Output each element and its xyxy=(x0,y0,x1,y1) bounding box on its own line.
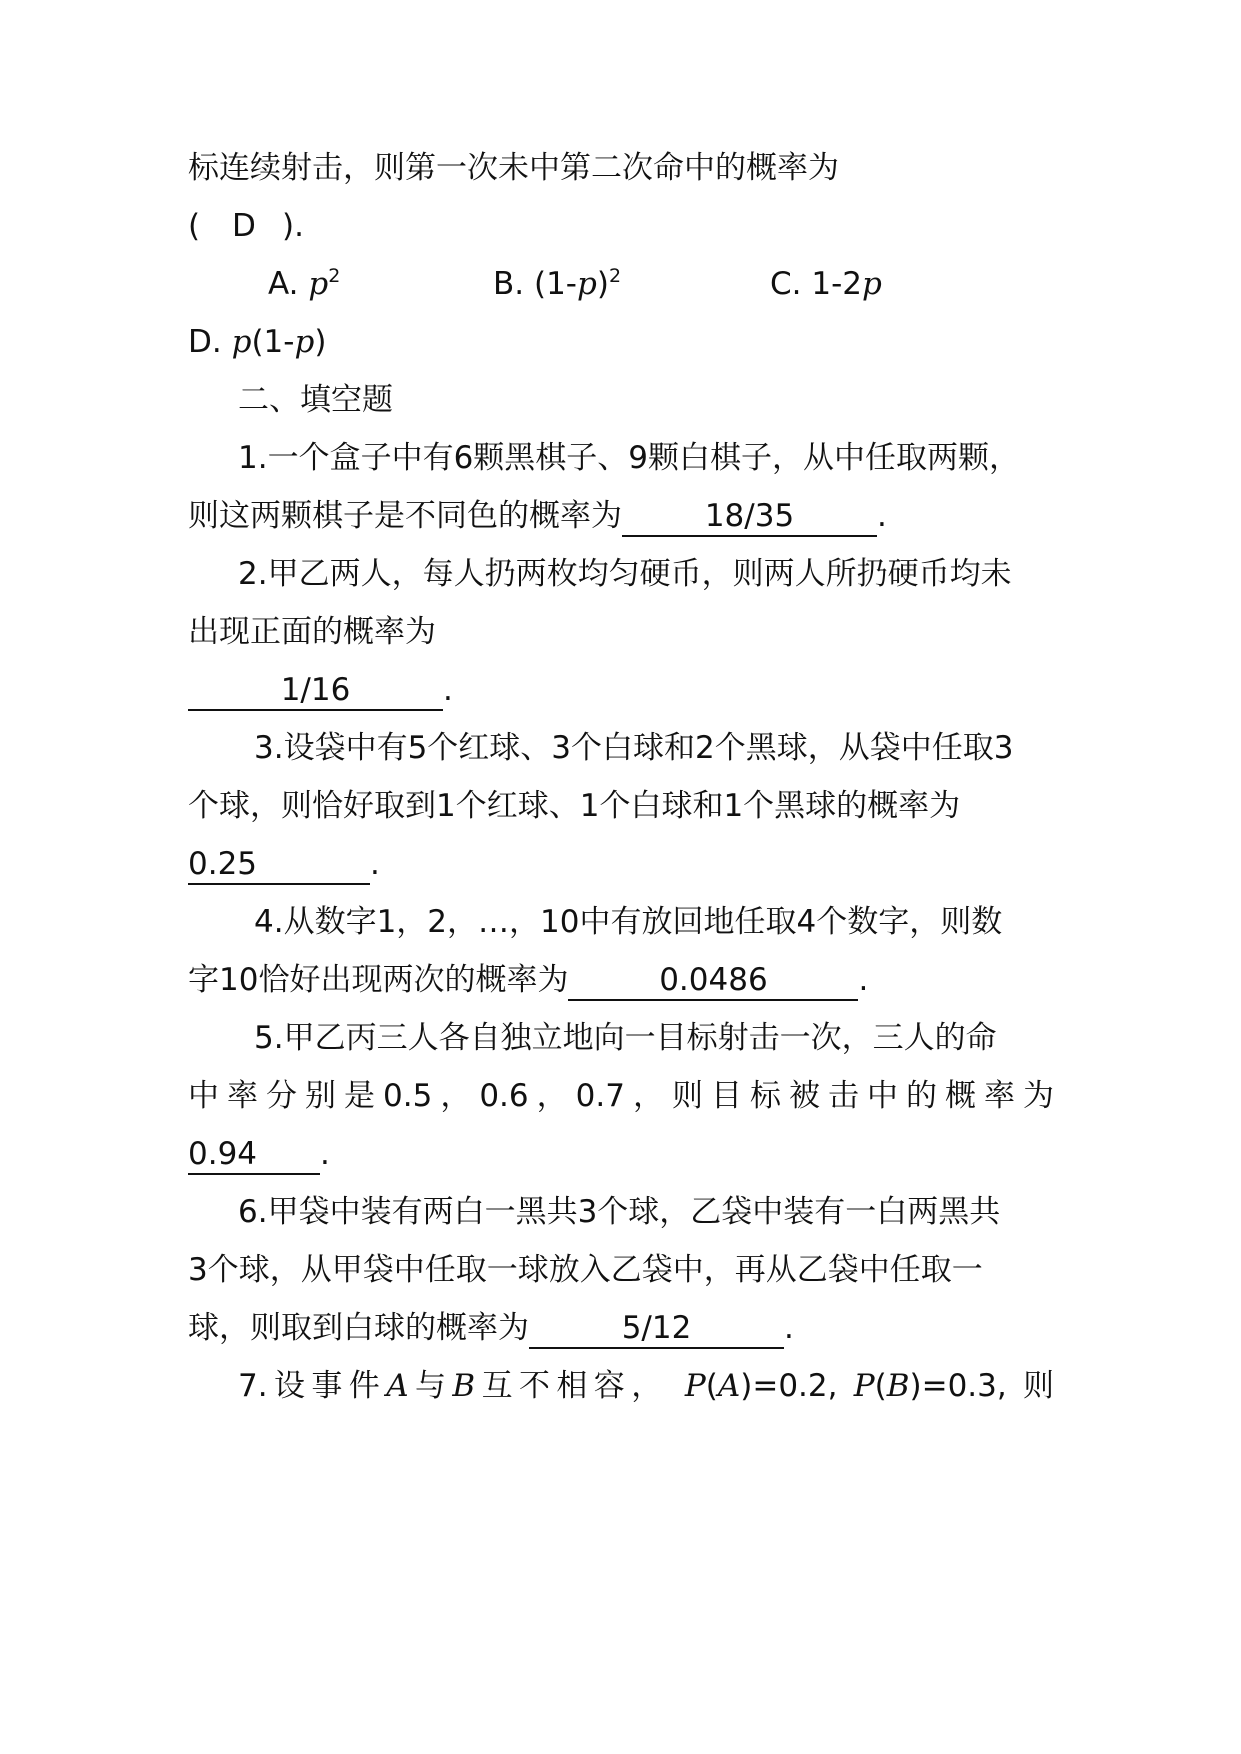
q7-pb-p: P xyxy=(853,1368,875,1404)
q5-answer-blank: 0.94 xyxy=(188,1135,320,1175)
q7-mid-1: 与 xyxy=(408,1368,453,1404)
q3-line-1: 3.设袋中有5个红球、3个白球和2个黑球，从袋中任取3 xyxy=(254,730,1014,766)
choice-b-close: ) xyxy=(596,266,609,302)
answer-value: D xyxy=(232,208,256,244)
q7-pa-close: )=0.2, xyxy=(740,1368,838,1404)
q7-pa-open: ( xyxy=(705,1368,718,1404)
q5-end: . xyxy=(320,1136,330,1172)
q5-answer-line xyxy=(188,1134,330,1175)
q1-line-2 xyxy=(188,496,887,537)
choice-b-variable: p xyxy=(576,266,597,302)
choice-b-exponent: 2 xyxy=(608,265,622,287)
q7-prefix: 7.设事件 xyxy=(238,1368,387,1404)
q7-suffix: 则 xyxy=(1023,1368,1054,1404)
q5-line-2: 中率分别是0.5，0.6，0.7，则目标被击中的概率为 xyxy=(188,1078,1054,1114)
q4-line-1: 4.从数字1，2，…，10中有放回地任取4个数字，则数 xyxy=(254,904,1003,940)
q2-line-2: 出现正面的概率为 xyxy=(188,614,436,650)
answer-close-paren: ). xyxy=(282,208,304,244)
q2-answer-line xyxy=(188,670,453,711)
answer-open-paren: ( xyxy=(188,208,201,244)
choice-b-label: B. (1- xyxy=(493,266,577,302)
q6-line-3 xyxy=(188,1308,794,1349)
q7-var-a: A xyxy=(386,1368,409,1404)
choice-d-variable-2: p xyxy=(294,324,315,360)
q2-line-1: 2.甲乙两人，每人扔两枚均匀硬币，则两人所扔硬币均未 xyxy=(238,556,1012,592)
q1-end: . xyxy=(877,498,887,534)
q1-answer-blank: 18/35 xyxy=(622,497,877,537)
q5-line-1: 5.甲乙丙三人各自独立地向一目标射击一次，三人的命 xyxy=(254,1020,997,1056)
choice-d-variable-1: p xyxy=(231,324,252,360)
choice-a xyxy=(268,264,340,304)
choice-b xyxy=(493,264,621,304)
q7-var-b: B xyxy=(452,1368,476,1404)
q6-line-1: 6.甲袋中装有两白一黑共3个球，乙袋中装有一白两黑共 xyxy=(238,1194,1001,1230)
q7-mid-2: 互不相容， xyxy=(475,1368,669,1404)
choice-a-label: A. xyxy=(268,266,299,302)
choice-c-variable: p xyxy=(862,266,882,302)
q2-end: . xyxy=(443,672,453,708)
q7-pb-open: ( xyxy=(874,1368,887,1404)
choice-d-middle: (1- xyxy=(251,324,295,360)
q4-line-2 xyxy=(188,960,868,1001)
choice-d-label: D. xyxy=(188,324,222,360)
q7-line-1 xyxy=(238,1366,1054,1406)
choice-c-label: C. 1-2 xyxy=(770,266,862,302)
q7-pa-p: P xyxy=(684,1368,706,1404)
q6-line-2: 3个球，从甲袋中任取一球放入乙袋中，再从乙袋中任取一 xyxy=(188,1252,983,1288)
q7-pb-close: )=0.3, xyxy=(909,1368,1007,1404)
section-title: 二、填空题 xyxy=(238,382,393,418)
q4-answer-blank: 0.0486 xyxy=(568,961,858,1001)
q4-end: . xyxy=(858,962,869,998)
q6-prompt: 球，则取到白球的概率为 xyxy=(188,1310,529,1346)
q6-end: . xyxy=(784,1310,794,1346)
q1-prompt: 则这两颗棋子是不同色的概率为 xyxy=(188,498,622,534)
q1-line-1: 1.一个盒子中有6颗黑棋子、9颗白棋子，从中任取两颗， xyxy=(238,440,1021,476)
q7-pb-var: B xyxy=(886,1368,910,1404)
q6-answer-blank: 5/12 xyxy=(529,1309,784,1349)
q3-line-2: 个球，则恰好取到1个红球、1个白球和1个黑球的概率为 xyxy=(188,788,961,824)
choice-a-exponent: 2 xyxy=(328,265,341,287)
question-continuation-text: 标连续射击，则第一次未中第二次命中的概率为 xyxy=(188,150,839,186)
choice-d-close: ) xyxy=(314,324,327,360)
q3-answer-line xyxy=(188,844,380,885)
q7-pa-var: A xyxy=(717,1368,741,1404)
q4-prompt: 字10恰好出现两次的概率为 xyxy=(188,962,569,998)
choice-a-variable: p xyxy=(308,266,329,302)
choice-d xyxy=(188,322,326,362)
choice-c xyxy=(770,264,882,304)
q3-end: . xyxy=(370,846,380,882)
q2-answer-blank: 1/16 xyxy=(188,671,443,711)
q3-answer-blank: 0.25 xyxy=(188,845,370,885)
